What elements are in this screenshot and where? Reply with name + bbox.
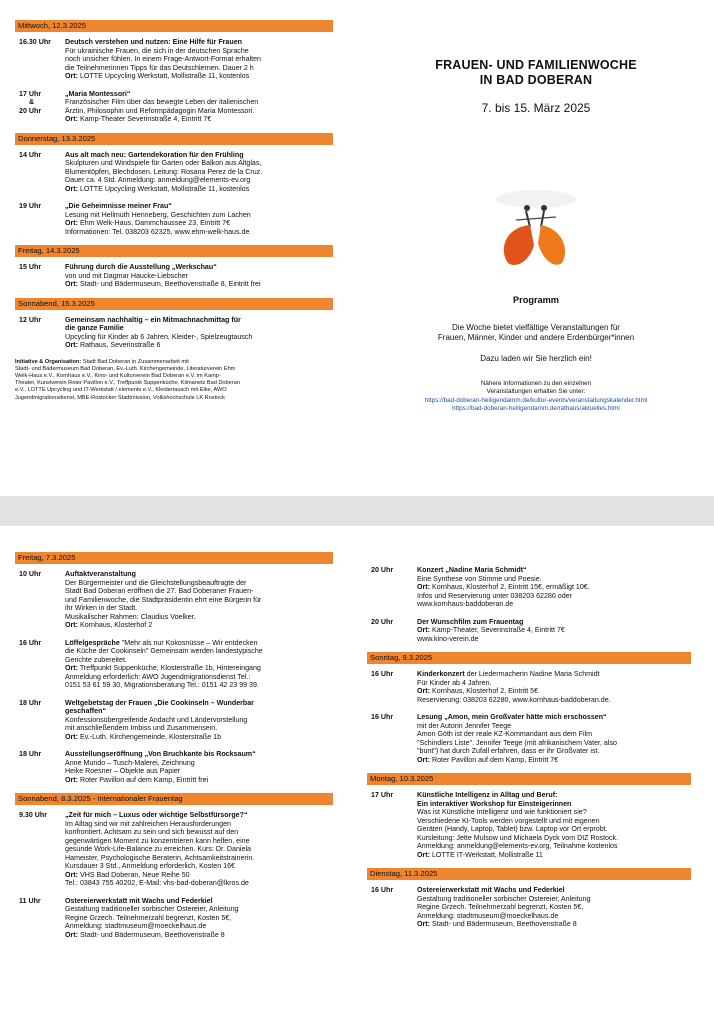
event [15, 202, 333, 236]
cover-title-line-2: IN BAD DOBERAN [479, 73, 593, 87]
event-title: Weltgebetstag der Frauen „Die Cookinseln – Wunderbar [65, 698, 254, 707]
day-header: Dienstag, 11.3.2025 [367, 868, 691, 880]
event-place: Ort: Stadt- und Bädermuseum, Beethovenstraße 8, Eintritt frei [65, 280, 261, 288]
event-desc-line: von und mit Dagmar Haucke-Liebscher [65, 271, 189, 280]
event-place: Ort: LOTTE Upcycling Werkstatt, Mollistraße 11, kostenlos [65, 184, 250, 193]
info-line-2: Veranstaltungen erhalten Sie unter: [486, 388, 586, 396]
event-time: 16 Uhr [371, 713, 394, 721]
event-time: 11 Uhr [19, 896, 41, 905]
event-title-2: die ganze Familie [65, 324, 124, 332]
event [15, 570, 333, 630]
event-desc-line: Anne Mundo – Tusch-Malerei, Zeichnung [65, 758, 195, 767]
event-title-2: Ein interaktiver Workshop für Einsteigerinnen [417, 799, 572, 808]
bottom-left-column [15, 552, 333, 948]
event-desc-line: Upcycling für Kinder ab 6 Jahren, Kleider-, Spielzeugtausch [65, 332, 253, 341]
event-desc-line: ihr Wirken in der Stadt. [65, 604, 138, 612]
event-time: 15 Uhr [19, 263, 42, 271]
event-desc-line: gegenwärtigen Moment zu konzentrieren kann helfen, eine [65, 836, 250, 845]
event-time: 16 Uhr [371, 886, 394, 894]
event-extra: Infos und Reservierung unter 038203 62280 oder [417, 591, 572, 600]
event-extra: www.kornhaus-baddoberan.de [417, 600, 514, 608]
event [15, 639, 333, 690]
event-title: Der Wunschfilm zum Frauentag [417, 617, 524, 626]
day-header: Sonnabend, 15.3.2025 [15, 298, 333, 310]
bottom-page [0, 526, 714, 1024]
event [367, 713, 691, 764]
event-desc-line: Verschiedene KI-Tools werden vorgestellt und mit eigenen [417, 816, 600, 825]
event [367, 566, 691, 609]
event-title: Ostereierwerkstatt mit Wachs und Federkiel [417, 886, 565, 894]
event-title: Gemeinsam nachhaltig – ein Mitmachnachmittag für [65, 315, 241, 324]
event-time: 12 Uhr [19, 315, 42, 324]
event [15, 90, 333, 124]
event-place: Ort: Kornhaus, Klosterhof 2, Eintritt 5€ [417, 687, 539, 695]
event-time: 18 Uhr [19, 750, 42, 758]
event-desc-line: Kursleitung: Jette Mulsow und Michaela Dyck vom DIZ Rostock. [417, 833, 619, 842]
event-desc-line: Kursdauer 3 Std., Anmeldung erforderlich, Kosten 16€ [65, 862, 235, 870]
event-desc-line: Geräten (Handy, Laptop, Tablet) bzw. Laptop vor Ort erprobt. [417, 825, 608, 833]
event-time: 14 Uhr [19, 150, 42, 159]
event-extra: Anmeldung erforderlich: AWO Jugendmigrationsdienst Tel.: [65, 672, 251, 681]
event-desc-line: Hameister, Psychologische Beraterin, Achtsamkeitstrainerin. [65, 853, 255, 862]
event-desc-line: mit anschließendem Imbiss und Zusammensein. [65, 724, 218, 732]
event-extra: www.kino-verein.de [417, 634, 479, 643]
event-desc-line: Gestaltung traditioneller sorbischer Ostereier, Anleitung [417, 894, 591, 903]
event-desc-line: die Küche der Cookinseln" Gemeinsam werden landestypische [65, 647, 263, 655]
event-place: Ort: Kornhaus, Klosterhof 2, Eintritt 15€, ermäßigt 10€. [417, 583, 590, 591]
event [15, 897, 333, 940]
event-title: Konzert „Nadine Maria Schmidt“ [417, 566, 527, 574]
event-time: 10 Uhr [19, 570, 42, 578]
event-time: 20 Uhr [371, 566, 394, 574]
event-desc-line: Im Alltag sind wir mit zahlreichen Herausforderungen [65, 819, 231, 828]
event-time: 16 Uhr [19, 638, 42, 647]
day-header: Montag, 10.3.2025 [367, 773, 691, 785]
event-desc-line: Regine Grzech. Teilnehmerzahl begrenzt, Kosten 5€, [65, 913, 232, 922]
intro-line-2: Frauen, Männer, Kinder und andere Erdenbürger*innen [437, 333, 635, 343]
event-title: Führung durch die Ausstellung „Werkschau“ [65, 263, 217, 271]
organisers: Initiative & Organisation: Stadt Bad Doberan in Zusammenarbeit mit Stadt- und Bädermuseum Bad Doberan, Ev.-Luth. Kirchengemeinde, Literaturverein Ehm Welk-Haus e.V., Kornhaus e.V., Kino- und Kulturverein Bad Doberan e.V. im Kamp- Theater, Kunstverein Roter Pavillon e.V., Treffpunkt Suppenküche, Klimanetz Bad Doberan e.V., LOTTE Upcycling und IT-Werkstatt / elements e.V., Kleidertausch mit Elke, AWO Jugendmigrationsdienst, MBE-Rostocker Stadtmission, Volkshochschule LK Rostock [15, 358, 240, 401]
cover-title-line-1: FRAUEN- UND FAMILIENWOCHE [435, 58, 637, 72]
event-title: Löffelgespräche "Mehr als nur Kokosnüsse – Wir entdecken [65, 638, 258, 647]
intro-line-1: Die Woche bietet vielfältige Veranstaltungen für [452, 323, 620, 332]
event-desc-line: Regine Grzech. Teilnehmerzahl begrenzt, Kosten 5€, [417, 903, 584, 911]
event-time: 16 Uhr [371, 670, 394, 678]
day-header: Donnerstag, 13.3.2025 [15, 133, 333, 145]
event-title: „Zeit für mich – Luxus oder wichtige Selbstfürsorge?“ [65, 811, 248, 819]
cover-illustration [486, 187, 586, 287]
event-desc-line: Für Kinder ab 4 Jahren. [417, 678, 492, 687]
event [15, 811, 333, 888]
day-header: Freitag, 14.3.2025 [15, 245, 333, 257]
event [15, 316, 333, 350]
day-header: Mittwoch, 12.3.2025 [15, 20, 333, 32]
info-line-1: Nähere Informationen zu den einzelnen [480, 380, 592, 388]
event-title: Lesung „Amon, mein Großvater hätte mich erschossen“ [417, 713, 607, 721]
event-title: Ostereierwerkstatt mit Wachs und Federkiel [65, 896, 213, 905]
event-place: Ort: Ev.-Luth. Kirchengemeinde, Klosterstraße 1b [65, 732, 222, 741]
event-desc-line: Eine Synthese von Stimme und Poesie. [417, 574, 542, 583]
event-desc-line: Was ist Künstliche Intelligenz und wie funktioniert sie? [417, 808, 587, 816]
event-desc-line: Anmeldung: stadtmuseum@moeckelhaus.de [65, 922, 207, 930]
event-extra: Tel.: 03843 755 40202, E-Mail: vhs-bad-doberan@lkros.de [65, 879, 249, 887]
event-desc-line: Amon Göth ist der reale KZ-Kommandant aus dem Film [417, 730, 593, 738]
event-time: 16.30 Uhr [19, 38, 51, 46]
event-extra: Informationen: Tel. 038203 62325, www.ehm-welk-haus.de [65, 227, 250, 236]
event-place: Ort: Stadt- und Bädermuseum, Beethovenstraße 8 [65, 930, 225, 939]
day-header: Sonnabend, 8.3.2025 - Internationaler Frauentag [15, 793, 333, 805]
event-desc-line: Für ukrainische Frauen, die sich in der deutschen Sprache [65, 46, 249, 55]
event-desc-line: Skulpturen und Windspiele für Garten oder Balkon aus Altglas, [65, 159, 262, 167]
top-left-column [15, 20, 333, 402]
event-desc-line: Anmeldung: anmeldung@elements-ev.org, Teilnahme kostenlos [417, 842, 618, 850]
day-header: Freitag, 7.3.2025 [15, 552, 333, 564]
event-desc-line: Gerichte zubereitet. [65, 655, 127, 664]
event-title: Aus alt mach neu: Gartendekoration für den Frühling [65, 150, 244, 159]
event-desc-line: konfrontiert. Achtsam zu sein und sich bewusst auf den [65, 828, 239, 836]
event-place: Ort: Kamp-Theater Severinstraße 4, Eintritt 7€ [65, 115, 212, 123]
event-desc-line: und Familienwoche, die Stadtpräsidentin ehrt eine Bürgerin für [65, 595, 262, 604]
event-time: 20 Uhr [371, 617, 394, 626]
event-place: Ort: Roter Pavillon auf dem Kamp, Eintritt 7€ [417, 755, 559, 764]
event-desc-line: Französischer Film über das bewegte Leben der italienischen [65, 98, 259, 106]
event-desc-line: Dauer ca. 4 Std. Anmeldung: anmeldung@elements-ev.org [65, 176, 251, 184]
event [15, 750, 333, 784]
event [15, 151, 333, 194]
event-time: 18 Uhr [19, 698, 42, 707]
event-place: Ort: Kamp-Theater, Severinstraße 4, Eintritt 7€ [417, 626, 565, 634]
event-desc-line: Ärztin, Philosophin und Reformpädagogin Maria Montessori. [65, 106, 255, 115]
event-time: 19 Uhr [19, 202, 42, 210]
event [15, 699, 333, 742]
event-place: Ort: Ehm Welk-Haus, Dammchaussee 23, Eintritt 7€ [65, 219, 231, 227]
event-desc-line: Der Bürgermeister und die Gleichstellungsbeauftragte der [65, 578, 247, 587]
cover-dates: 7. bis 15. März 2025 [481, 101, 591, 115]
event-place: Ort: Roter Pavillon auf dem Kamp, Eintritt frei [65, 775, 209, 784]
page-separator [0, 496, 714, 526]
event-title: Deutsch verstehen und nutzen: Eine Hilfe für Frauen [65, 38, 242, 46]
event-title: Kinderkonzert der Liedermacherin Nadine Maria Schmidt [417, 670, 600, 678]
calendar-link[interactable]: https://bad-doberan-heiligendamm.de/kultur-events/veranstaltungskalender.html [424, 396, 648, 404]
event-desc-line: Lesung mit Hellmuth Henneberg, Geschichten zum Lachen [65, 210, 251, 219]
event-desc-line: "Schindlers Liste". Jennifer Teege (mit afrikanischem Vater, also [417, 738, 617, 747]
event-extra: 0151 53 61 59 30, Migrationsberatung Tel.: 0151 42 23 99 39. [65, 681, 259, 689]
event-desc-line: die Teilnehmerinnen Tipps für das Deutschlernen. Dauer 2 h [65, 63, 254, 72]
event-desc-line: Anmeldung: stadtmuseum@moeckelhaus.de [417, 911, 559, 920]
event-desc-line: Musikalischer Rahmen: Claudius Voelker. [65, 612, 196, 621]
day-header: Sonntag, 9.3.2025 [367, 652, 691, 664]
event-title: „Die Geheimnisse meiner Frau“ [65, 202, 172, 210]
event-desc-line: mit der Autorin Jennifer Teege [417, 721, 512, 730]
event-desc-line: noch unsicher fühlen. In einem Frage-Antwort-Format erhalten [65, 55, 261, 63]
bottom-right-column [367, 566, 691, 938]
news-link[interactable]: https://bad-doberan-heiligendamm.de/rathaus/aktuelles.html [452, 404, 620, 412]
event [15, 263, 333, 289]
event-desc-line: "bunt") hat durch Zufall erfahren, dass er ihr Großvater ist. [417, 747, 600, 755]
event-title: „Maria Montessori“ [65, 89, 131, 98]
event-time: 17 Uhr [371, 791, 394, 799]
event-place: Ort: LOTTE Upcycling Werkstatt, Mollistraße 11, kostenlos [65, 72, 250, 80]
event-time: 9.30 Uhr [19, 811, 47, 819]
event-place: Ort: VHS Bad Doberan, Neue Reihe 50 [65, 870, 190, 879]
event [367, 618, 691, 644]
event-desc-line: Heike Roesner – Objekte aus Papier [65, 767, 181, 775]
event-title-2: geschaffen“ [65, 707, 106, 715]
event [15, 38, 333, 81]
event-desc-line: Blumentöpfen, Blechdosen. Leitung: Rosana Perez de la Cruz. [65, 167, 263, 176]
event [367, 886, 691, 929]
event-place: Ort: Stadt- und Bädermuseum, Beethovenstraße 8 [417, 920, 577, 928]
event [367, 670, 691, 704]
event-extra: Reservierung: 038203 62280, www.kornhaus-baddoberan.de. [417, 695, 611, 704]
event [367, 791, 691, 859]
event-desc-line: Stadt Bad Doberan eröffnen die 27. Bad Doberaner Frauen- [65, 587, 254, 595]
event-desc-line: gesunde Work-Life-Balance zu erreichen. Kurs: Dr. Daniela [65, 845, 251, 853]
event-desc-line: Konfessionsübergreifende Andacht und Ländervorstellung [65, 715, 248, 724]
invitation: Dazu laden wir Sie herzlich ein! [480, 353, 592, 363]
top-page [0, 0, 714, 496]
event-title: Künstliche Intelligenz in Alltag und Beruf: [417, 791, 558, 799]
event-place: Ort: Rathaus, Severinstraße 6 [65, 341, 161, 349]
cover-panel [361, 0, 711, 413]
event-time: 17 Uhr & 20 Uhr [19, 89, 42, 115]
event-title: Auftaktveranstaltung [65, 570, 136, 578]
event-desc-line: Gestaltung traditioneller sorbischer Ostereier, Anleitung [65, 905, 239, 913]
programm-heading: Programm [513, 295, 559, 305]
event-place: Ort: Treffpunkt Suppenküche, Klosterstraße 1b, Hintereingang [65, 664, 261, 672]
event-place: Ort: LOTTE IT-Werkstatt, Mollistraße 11 [417, 850, 543, 859]
event-place: Ort: Kornhaus, Klosterhof 2 [65, 621, 153, 629]
event-title: Ausstellungseröffnung „Von Bruchkante bis Rocksaum“ [65, 750, 256, 758]
